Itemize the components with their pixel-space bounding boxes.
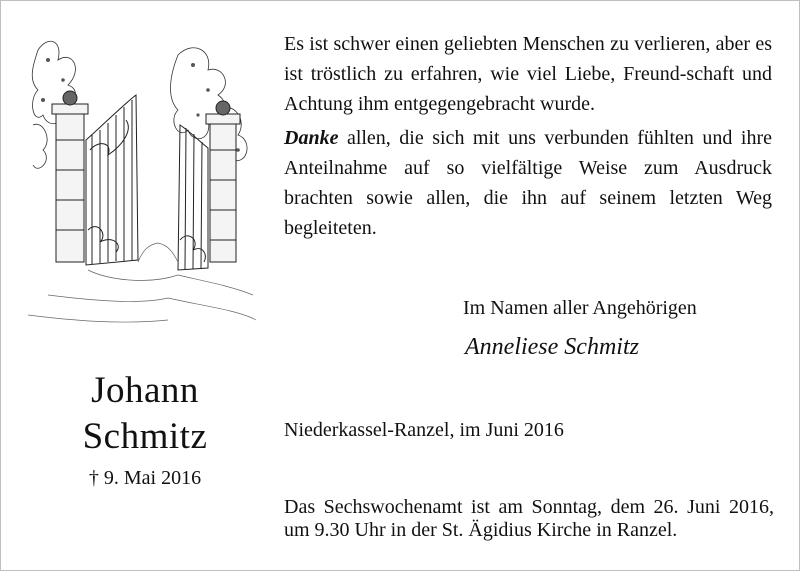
thanks-paragraph [284, 123, 772, 243]
place-date: Niederkassel-Ranzel, im Juni 2016 [284, 419, 564, 441]
mass-notice: Das Sechswochenamt ist am Sonntag, dem 26. Juni 2016, um 9.30 Uhr in der St. Ägidius Kirche in Ranzel. [284, 496, 774, 541]
deceased-last-name: Schmitz [82, 416, 208, 457]
death-date: † 9. Mai 2016 [88, 467, 202, 489]
garden-gate-icon [28, 30, 258, 330]
signature: Anneliese Schmitz [465, 334, 639, 360]
thanks-text: allen, die sich mit uns verbunden fühlten und ihre Anteilnahme auf so vielfältige Weise zum Ausdruck brachten sowie allen, die ihn auf seinem letzten Weg begleiteten. [284, 127, 772, 239]
condolence-paragraph: Es ist schwer einen geliebten Menschen zu verlieren, aber es ist tröstlich zu erfahren, wie viel Liebe, Freund-schaft und Achtung ihm entgegengebracht wurde. [284, 33, 772, 115]
deceased-first-name: Johann [91, 370, 199, 411]
on-behalf-line: Im Namen aller Angehörigen [463, 297, 697, 319]
thanks-word: Danke [284, 127, 339, 149]
